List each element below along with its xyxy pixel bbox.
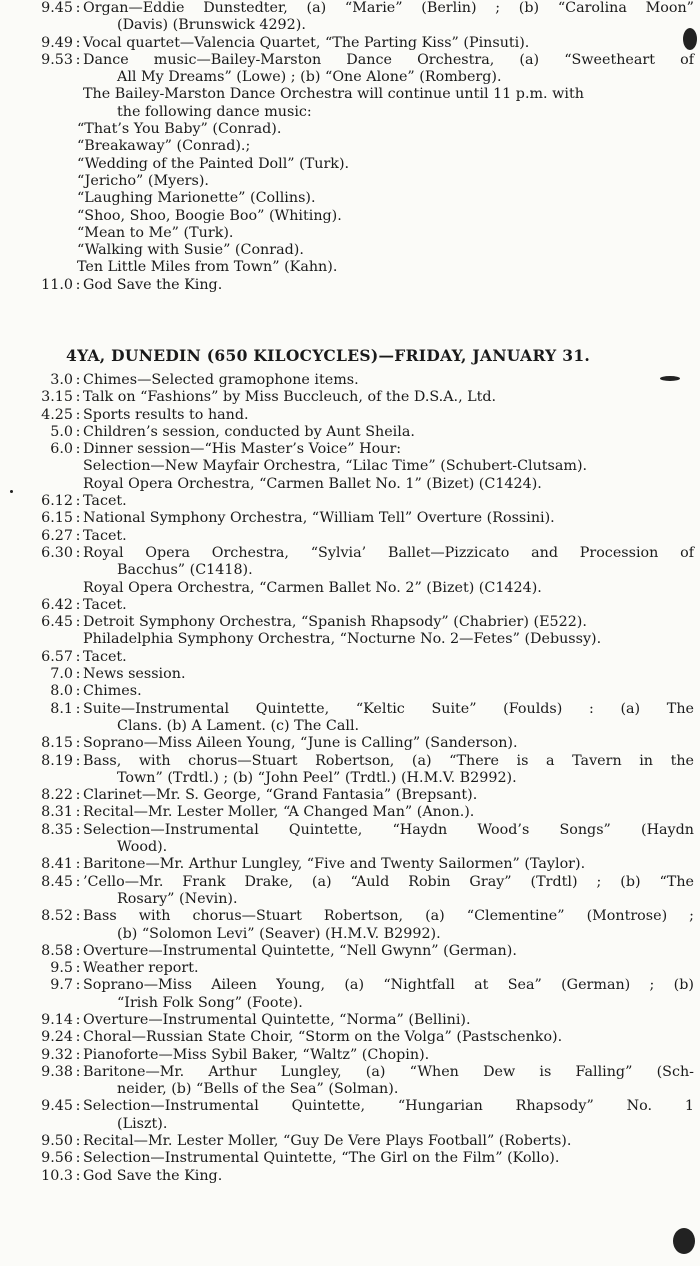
time-colon: : [75, 873, 81, 890]
entry-text [83, 545, 700, 597]
entry-time: 8.52 [41, 908, 73, 925]
entry-text [83, 0, 700, 35]
program-entry [0, 1012, 700, 1029]
dance-song: “Walking with Susie” (Conrad). [77, 242, 304, 259]
entry-text [83, 804, 700, 821]
entry-line: Selection—New Mayfair Orchestra, “Lilac Time” (Schubert-Clutsam). [83, 458, 588, 475]
program-entry [0, 787, 700, 804]
dance-song: “That’s You Baby” (Conrad). [77, 121, 282, 138]
program-entry [0, 683, 700, 700]
time-colon: : [75, 614, 81, 631]
entry-time: 9.7 [50, 977, 73, 994]
program-entry [0, 597, 700, 614]
time-colon: : [75, 0, 81, 16]
program-entry [0, 277, 700, 294]
time-colon: : [75, 821, 81, 838]
program-entry [0, 0, 700, 35]
entry-line: Pianoforte—Miss Sybil Baker, “Waltz” (Chopin). [83, 1046, 430, 1063]
entry-time: 9.45 [41, 0, 73, 16]
entry-text [83, 735, 700, 752]
entry-time: 6.45 [41, 614, 73, 631]
entry-line: ’Cello—Mr. Frank Drake, (a) “Auld Robin Gray” (Trdtl) ; (b) “The [83, 873, 694, 890]
entry-time: 11.0 [41, 276, 73, 293]
time-colon: : [75, 544, 81, 561]
station-heading: 4YA, DUNEDIN (650 KILOCYCLES)—FRIDAY, JANUARY 31. [66, 346, 591, 365]
program-entry [0, 649, 700, 666]
entry-line: Organ—Eddie Dunstedter, (a) “Marie” (Berlin) ; (b) “Carolina Moon” [83, 0, 694, 16]
time-colon: : [75, 700, 81, 717]
ink-blot [673, 1228, 695, 1254]
entry-line: National Symphony Orchestra, “William Tell” Overture (Rossini). [83, 510, 555, 527]
entry-text [83, 874, 700, 909]
entry-line: Talk on “Fashions” by Miss Buccleuch, of the D.S.A., Ltd. [83, 389, 497, 406]
entry-text [83, 753, 700, 788]
entry-line: God Save the King. [83, 1167, 223, 1184]
entry-text [83, 977, 700, 1012]
program-entry [0, 908, 700, 943]
entry-line: Selection—Instrumental Quintette, “Haydn Wood’s Songs” (Haydn [83, 821, 694, 838]
program-entry [0, 510, 700, 527]
entry-line: Overture—Instrumental Quintette, “Nell Gwynn” (German). [83, 942, 517, 959]
dunedin-program-list [0, 372, 700, 1185]
entry-time: 4.25 [41, 406, 73, 423]
entry-time: 9.5 [50, 960, 73, 977]
program-entry [0, 614, 700, 649]
program-entry [0, 372, 700, 389]
dance-song: Ten Little Miles from Town” (Kahn). [77, 259, 338, 276]
entry-time: 9.38 [41, 1063, 73, 1080]
entry-text [83, 908, 700, 943]
entry-time: 6.30 [41, 544, 73, 561]
entry-text [83, 1064, 700, 1099]
entry-text [83, 528, 700, 545]
time-colon: : [75, 1046, 81, 1063]
entry-line: Selection—Instrumental Quintette, “The Girl on the Film” (Kollo). [83, 1150, 560, 1167]
time-colon: : [75, 406, 81, 423]
time-colon: : [75, 34, 81, 51]
program-entry [0, 822, 700, 857]
entry-time: 5.0 [50, 423, 73, 440]
time-colon: : [75, 1029, 81, 1046]
entry-line: Detroit Symphony Orchestra, “Spanish Rhapsody” (Chabrier) (E522). [83, 614, 587, 631]
entry-time: 6.15 [41, 510, 73, 527]
entry-line: Baritone—Mr. Arthur Lungley, “Five and Twenty Sailormen” (Taylor). [83, 856, 586, 873]
entry-time: 8.58 [41, 942, 73, 959]
dance-song: “Breakaway” (Conrad).; [77, 138, 251, 155]
time-colon: : [75, 1167, 81, 1184]
entry-time: 6.27 [41, 527, 73, 544]
program-entry [0, 1047, 700, 1064]
entry-time: 8.19 [41, 752, 73, 769]
time-colon: : [75, 389, 81, 406]
entry-line: All My Dreams” (Lowe) ; (b) “One Alone” (Romberg). [117, 69, 502, 86]
entry-line: Chimes. [83, 683, 142, 700]
entry-line: Royal Opera Orchestra, “Carmen Ballet No. 2” (Bizet) (C1424). [83, 579, 542, 596]
entry-text [83, 424, 700, 441]
entry-text [83, 960, 700, 977]
ink-blot [660, 376, 680, 381]
entry-line: Bacchus” (C1418). [117, 562, 253, 579]
dance-song: “Wedding of the Painted Doll” (Turk). [77, 155, 350, 172]
time-colon: : [75, 942, 81, 959]
time-colon: : [75, 510, 81, 527]
entry-text [83, 1133, 700, 1150]
program-entry [0, 424, 700, 441]
entry-time: 9.32 [41, 1046, 73, 1063]
time-colon: : [75, 441, 81, 458]
program-entry [0, 960, 700, 977]
program-entry [0, 753, 700, 788]
entry-time: 9.14 [41, 1011, 73, 1028]
entry-line: Tacet. [83, 648, 127, 665]
dance-song: “Laughing Marionette” (Collins). [77, 190, 316, 207]
entry-line: Children’s session, conducted by Aunt Sheila. [83, 423, 415, 440]
entry-line: Royal Opera Orchestra, “Sylvia’ Ballet—Pizzicato and Procession of [83, 544, 694, 561]
entry-time: 7.0 [50, 666, 73, 683]
dance-note-line: The Bailey-Marston Dance Orchestra will continue until 11 p.m. with [83, 86, 584, 103]
entry-time: 9.53 [41, 51, 73, 68]
program-entry [0, 701, 700, 736]
entry-line: (Liszt). [117, 1115, 168, 1132]
dance-note-line: the following dance music: [117, 103, 312, 120]
entry-time: 8.15 [41, 735, 73, 752]
entry-time: 8.0 [50, 683, 73, 700]
entry-text [83, 1047, 700, 1064]
program-entry [0, 1150, 700, 1167]
entry-time: 6.0 [50, 441, 73, 458]
entry-time: 3.0 [50, 372, 73, 388]
entry-text [83, 856, 700, 873]
program-entry [0, 528, 700, 545]
time-colon: : [75, 1063, 81, 1080]
time-colon: : [75, 735, 81, 752]
program-entry [0, 1098, 700, 1133]
entry-text [83, 683, 700, 700]
entry-text [83, 441, 700, 493]
time-colon: : [75, 1133, 81, 1150]
entry-text [83, 35, 700, 52]
program-entry [0, 545, 700, 597]
entry-line: Weather report. [83, 960, 199, 977]
entry-line: Clans. (b) A Lament. (c) The Call. [117, 717, 360, 734]
time-colon: : [75, 977, 81, 994]
entry-text [83, 1029, 700, 1046]
time-colon: : [75, 51, 81, 68]
entry-text [83, 614, 700, 649]
time-colon: : [75, 648, 81, 665]
entry-line: Overture—Instrumental Quintette, “Norma” (Bellini). [83, 1011, 471, 1028]
entry-text [83, 1012, 700, 1029]
entry-time: 8.22 [41, 787, 73, 804]
entry-time: 8.35 [41, 821, 73, 838]
entry-line: (Davis) (Brunswick 4292). [117, 17, 306, 34]
entry-text [83, 1168, 700, 1185]
entry-line: Tacet. [83, 596, 127, 613]
entry-text [83, 666, 700, 683]
entry-line: Selection—Instrumental Quintette, “Hungarian Rhapsody” No. 1 [83, 1098, 694, 1115]
time-colon: : [75, 372, 81, 388]
entry-time: 6.12 [41, 493, 73, 510]
program-entry [0, 1168, 700, 1185]
entry-text [83, 701, 700, 736]
time-colon: : [75, 804, 81, 821]
program-entry [0, 35, 700, 52]
entry-time: 9.24 [41, 1029, 73, 1046]
time-colon: : [75, 1098, 81, 1115]
program-entry [0, 407, 700, 424]
program-entry [0, 804, 700, 821]
entry-line: Chimes—Selected gramophone items. [83, 372, 359, 388]
entry-line: Baritone—Mr. Arthur Lungley, (a) “When Dew is Falling” (Sch- [83, 1063, 694, 1080]
entry-text [83, 389, 700, 406]
entry-line: Philadelphia Symphony Orchestra, “Nocturne No. 2—Fetes” (Debussy). [83, 631, 602, 648]
dunedin-program [0, 372, 700, 1185]
entry-text [83, 52, 700, 87]
dance-song: “Jericho” (Myers). [77, 172, 209, 189]
entry-time: 9.49 [41, 34, 73, 51]
time-colon: : [75, 856, 81, 873]
dance-song: “Mean to Me” (Turk). [77, 224, 234, 241]
entry-line: Choral—Russian State Choir, “Storm on the Volga” (Pastschenko). [83, 1029, 563, 1046]
entry-line: Tacet. [83, 527, 127, 544]
time-colon: : [75, 960, 81, 977]
dance-song-list [0, 121, 700, 277]
entry-line: Recital—Mr. Lester Moller, “Guy De Vere Plays Football” (Roberts). [83, 1133, 572, 1150]
entry-text [83, 943, 700, 960]
entry-line: Town” (Trdtl.) ; (b) “John Peel” (Trdtl.) (H.M.V. B2992). [117, 769, 517, 786]
entry-time: 8.31 [41, 804, 73, 821]
entry-line: Soprano—Miss Aileen Young, “June is Calling” (Sanderson). [83, 735, 518, 752]
entry-time: 6.42 [41, 596, 73, 613]
entry-text [83, 493, 700, 510]
entry-line: Sports results to hand. [83, 406, 249, 423]
entry-time: 9.56 [41, 1150, 73, 1167]
entry-text [83, 277, 700, 294]
entry-text [83, 510, 700, 527]
entry-text [83, 822, 700, 857]
dance-song: “Shoo, Shoo, Boogie Boo” (Whiting). [77, 207, 342, 224]
program-entry [0, 735, 700, 752]
entry-time: 9.45 [41, 1098, 73, 1115]
time-colon: : [75, 493, 81, 510]
time-colon: : [75, 423, 81, 440]
entry-line: Recital—Mr. Lester Moller, “A Changed Man” (Anon.). [83, 804, 475, 821]
dance-note [0, 86, 700, 121]
program-entry [0, 874, 700, 909]
top-program-list [0, 0, 700, 86]
time-colon: : [75, 666, 81, 683]
entry-line: Bass with chorus—Stuart Robertson, (a) “Clementine” (Montrose) ; [83, 908, 694, 925]
time-colon: : [75, 1150, 81, 1167]
entry-line: Wood). [117, 839, 168, 856]
time-colon: : [75, 596, 81, 613]
entry-text [83, 1150, 700, 1167]
entry-line: Dinner session—“His Master’s Voice” Hour: [83, 441, 402, 458]
entry-line: Royal Opera Orchestra, “Carmen Ballet No. 1” (Bizet) (C1424). [83, 475, 542, 492]
time-colon: : [75, 527, 81, 544]
entry-time: 10.3 [41, 1167, 73, 1184]
previous-station-program [0, 0, 700, 294]
time-colon: : [75, 1011, 81, 1028]
program-entry [0, 52, 700, 87]
time-colon: : [75, 787, 81, 804]
program-entry [0, 1064, 700, 1099]
program-entry [0, 666, 700, 683]
entry-text [83, 597, 700, 614]
program-entry [0, 943, 700, 960]
program-entry [0, 856, 700, 873]
time-colon: : [75, 683, 81, 700]
program-entry [0, 1133, 700, 1150]
ink-blot [683, 28, 697, 50]
entry-line: Rosary” (Nevin). [117, 890, 238, 907]
entry-line: “Irish Folk Song” (Foote). [117, 994, 303, 1011]
entry-line: neider, (b) “Bells of the Sea” (Solman). [117, 1081, 399, 1098]
entry-time: 8.1 [50, 700, 73, 717]
entry-line: Vocal quartet—Valencia Quartet, “The Parting Kiss” (Pinsuti). [83, 34, 530, 51]
entry-time: 8.45 [41, 873, 73, 890]
time-colon: : [75, 276, 81, 293]
entry-time: 9.50 [41, 1133, 73, 1150]
entry-time: 8.41 [41, 856, 73, 873]
entry-line: Soprano—Miss Aileen Young, (a) “Nightfall at Sea” (German) ; (b) [83, 977, 694, 994]
program-entry [0, 977, 700, 1012]
entry-text [83, 649, 700, 666]
entry-line: Tacet. [83, 493, 127, 510]
entry-text [83, 372, 700, 389]
program-entry [0, 1029, 700, 1046]
entry-line: Suite—Instrumental Quintette, “Keltic Suite” (Foulds) : (a) The [83, 700, 694, 717]
entry-line: Bass, with chorus—Stuart Robertson, (a) “There is a Tavern in the [83, 752, 694, 769]
entry-text [83, 407, 700, 424]
entry-line: God Save the King. [83, 276, 223, 293]
time-colon: : [75, 752, 81, 769]
time-colon: : [75, 908, 81, 925]
entry-line: Dance music—Bailey-Marston Dance Orchestra, (a) “Sweetheart of [83, 51, 694, 68]
entry-line: News session. [83, 666, 186, 683]
ink-speck [10, 490, 13, 493]
entry-line: Clarinet—Mr. S. George, “Grand Fantasia” (Brepsant). [83, 787, 478, 804]
entry-time: 6.57 [41, 648, 73, 665]
entry-time: 3.15 [41, 389, 73, 406]
program-entry [0, 493, 700, 510]
program-entry [0, 441, 700, 493]
entry-line: (b) “Solomon Levi” (Seaver) (H.M.V. B2992). [117, 925, 441, 942]
entry-text [83, 1098, 700, 1133]
program-entry [0, 389, 700, 406]
entry-text [83, 787, 700, 804]
